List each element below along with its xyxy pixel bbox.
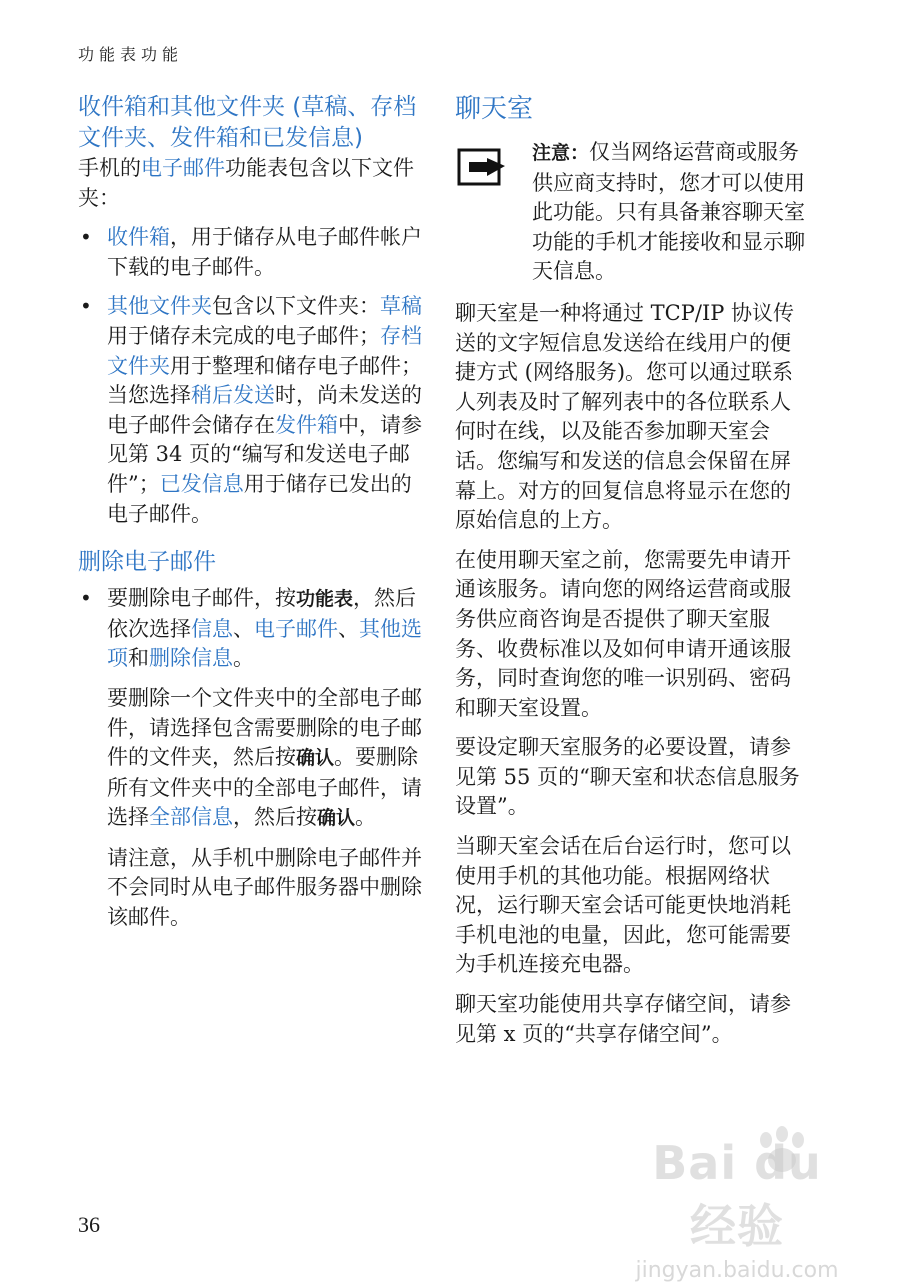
link-send-later[interactable]: 稍后发送 bbox=[191, 383, 275, 408]
chat-paragraph-1: 聊天室是一种将通过 TCP/IP 协议传送的文字短信息发送给在线用户的便捷方式 (网络服务)。您可以通过联系人列表及时了解列表中的各位联系人何时在线，以及能否参加聊天室会话。您编写和发送的信息会保留在屏幕上。对方的回复信息将显示在您的原始信息的上方。 bbox=[455, 300, 795, 533]
chat-paragraph-2: 在使用聊天室之前，您需要先申请开通该服务。请向您的网络运营商或服务供应商咨询是否提供了聊天室服务、收费标准以及如何申请开通该服务，同时查询您的唯一识别码、密码和聊天室设置。 bbox=[455, 547, 791, 720]
list-item-other-folders: • 其他文件夹包含以下文件夹：草稿用于储存未完成的电子邮件；存档文件夹用于整理和储存电子邮件；当您选择稍后发送时，尚未发送的电子邮件会储存在发件箱中，请参见第 34 页的“编写和发送电子邮件”；已发信息用于储存已发出的电子邮件。 bbox=[80, 294, 422, 526]
left-column bbox=[78, 92, 423, 943]
bullet-icon: • bbox=[80, 586, 92, 611]
link-messages[interactable]: 信息 bbox=[191, 616, 233, 641]
link-all-messages[interactable]: 全部信息 bbox=[149, 805, 233, 830]
note-label: 注意： bbox=[532, 142, 590, 164]
section-heading-delete-email: 删除电子邮件 bbox=[78, 549, 216, 576]
bullet-icon: • bbox=[80, 225, 92, 250]
menu-key-label: 功能表 bbox=[296, 588, 354, 611]
list-item-delete-steps: • 要删除电子邮件，按功能表，然后依次选择信息、电子邮件、其他选项和删除信息。 bbox=[80, 586, 422, 671]
link-other-folders[interactable]: 其他文件夹 bbox=[107, 294, 212, 319]
delete-steps-list bbox=[78, 584, 423, 674]
link-sent-items[interactable]: 已发信息 bbox=[159, 471, 244, 496]
running-header: 功能表功能 bbox=[78, 45, 184, 64]
note-text: 注意：仅当网络运营商或服务供应商支持时，您才可以使用此功能。只有具备兼容聊天室功能的手机才能接收和显示聊天信息。 bbox=[532, 140, 805, 284]
watermark bbox=[622, 1136, 852, 1283]
list-item-inbox: • 收件箱，用于储存从电子邮件帐户下载的电子邮件。 bbox=[80, 225, 422, 279]
link-outbox[interactable]: 发件箱 bbox=[275, 412, 338, 437]
folder-list bbox=[78, 223, 423, 529]
note-box bbox=[455, 138, 805, 287]
link-email[interactable]: 电子邮件 bbox=[141, 156, 225, 180]
section-heading-chat: 聊天室 bbox=[455, 94, 534, 124]
link-other-options[interactable]: 其他选项 bbox=[107, 616, 422, 671]
delete-folder-paragraph: 要删除一个文件夹中的全部电子邮件，请选择包含需要删除的电子邮件的文件夹，然后按确认。要删除所有文件夹中的全部电子邮件，请选择全部信息，然后按确认。 bbox=[107, 685, 422, 830]
link-archive-folder[interactable]: 存档文件夹 bbox=[107, 323, 422, 378]
note-hand-icon bbox=[457, 148, 507, 188]
server-note-paragraph: 请注意，从手机中删除电子邮件并不会同时从电子邮件服务器中删除该邮件。 bbox=[107, 845, 422, 930]
chat-paragraph-3: 要设定聊天室服务的必要设置，请参见第 55 页的“聊天室和状态信息服务设置”。 bbox=[455, 735, 800, 819]
confirm-key-label: 确认 bbox=[317, 807, 356, 830]
link-delete-messages[interactable]: 删除信息 bbox=[149, 646, 233, 671]
watermark-url: jingyan.baidu.com bbox=[635, 1258, 839, 1283]
chat-paragraph-4: 当聊天室会话在后台运行时，您可以使用手机的其他功能。根据网络状况，运行聊天室会话可能更快地消耗手机电池的电量，因此，您可能需要为手机连接充电器。 bbox=[455, 834, 791, 977]
page-number: 36 bbox=[78, 1212, 100, 1237]
link-inbox[interactable]: 收件箱 bbox=[107, 225, 170, 250]
watermark-logo: Bai du 经验 bbox=[652, 1136, 822, 1253]
chat-paragraph-5: 聊天室功能使用共享存储空间，请参见第 x 页的“共享存储空间”。 bbox=[455, 992, 791, 1046]
section-heading-inbox-folders: 收件箱和其他文件夹 (草稿、存档文件夹、发件箱和已发信息) bbox=[78, 94, 417, 151]
bullet-icon: • bbox=[80, 294, 92, 319]
intro-paragraph: 手机的电子邮件功能表包含以下文件夹： bbox=[78, 156, 414, 210]
link-drafts[interactable]: 草稿 bbox=[380, 294, 422, 319]
right-column bbox=[455, 92, 805, 1059]
confirm-key-label: 确认 bbox=[296, 747, 335, 770]
link-email-menu[interactable]: 电子邮件 bbox=[254, 616, 338, 641]
